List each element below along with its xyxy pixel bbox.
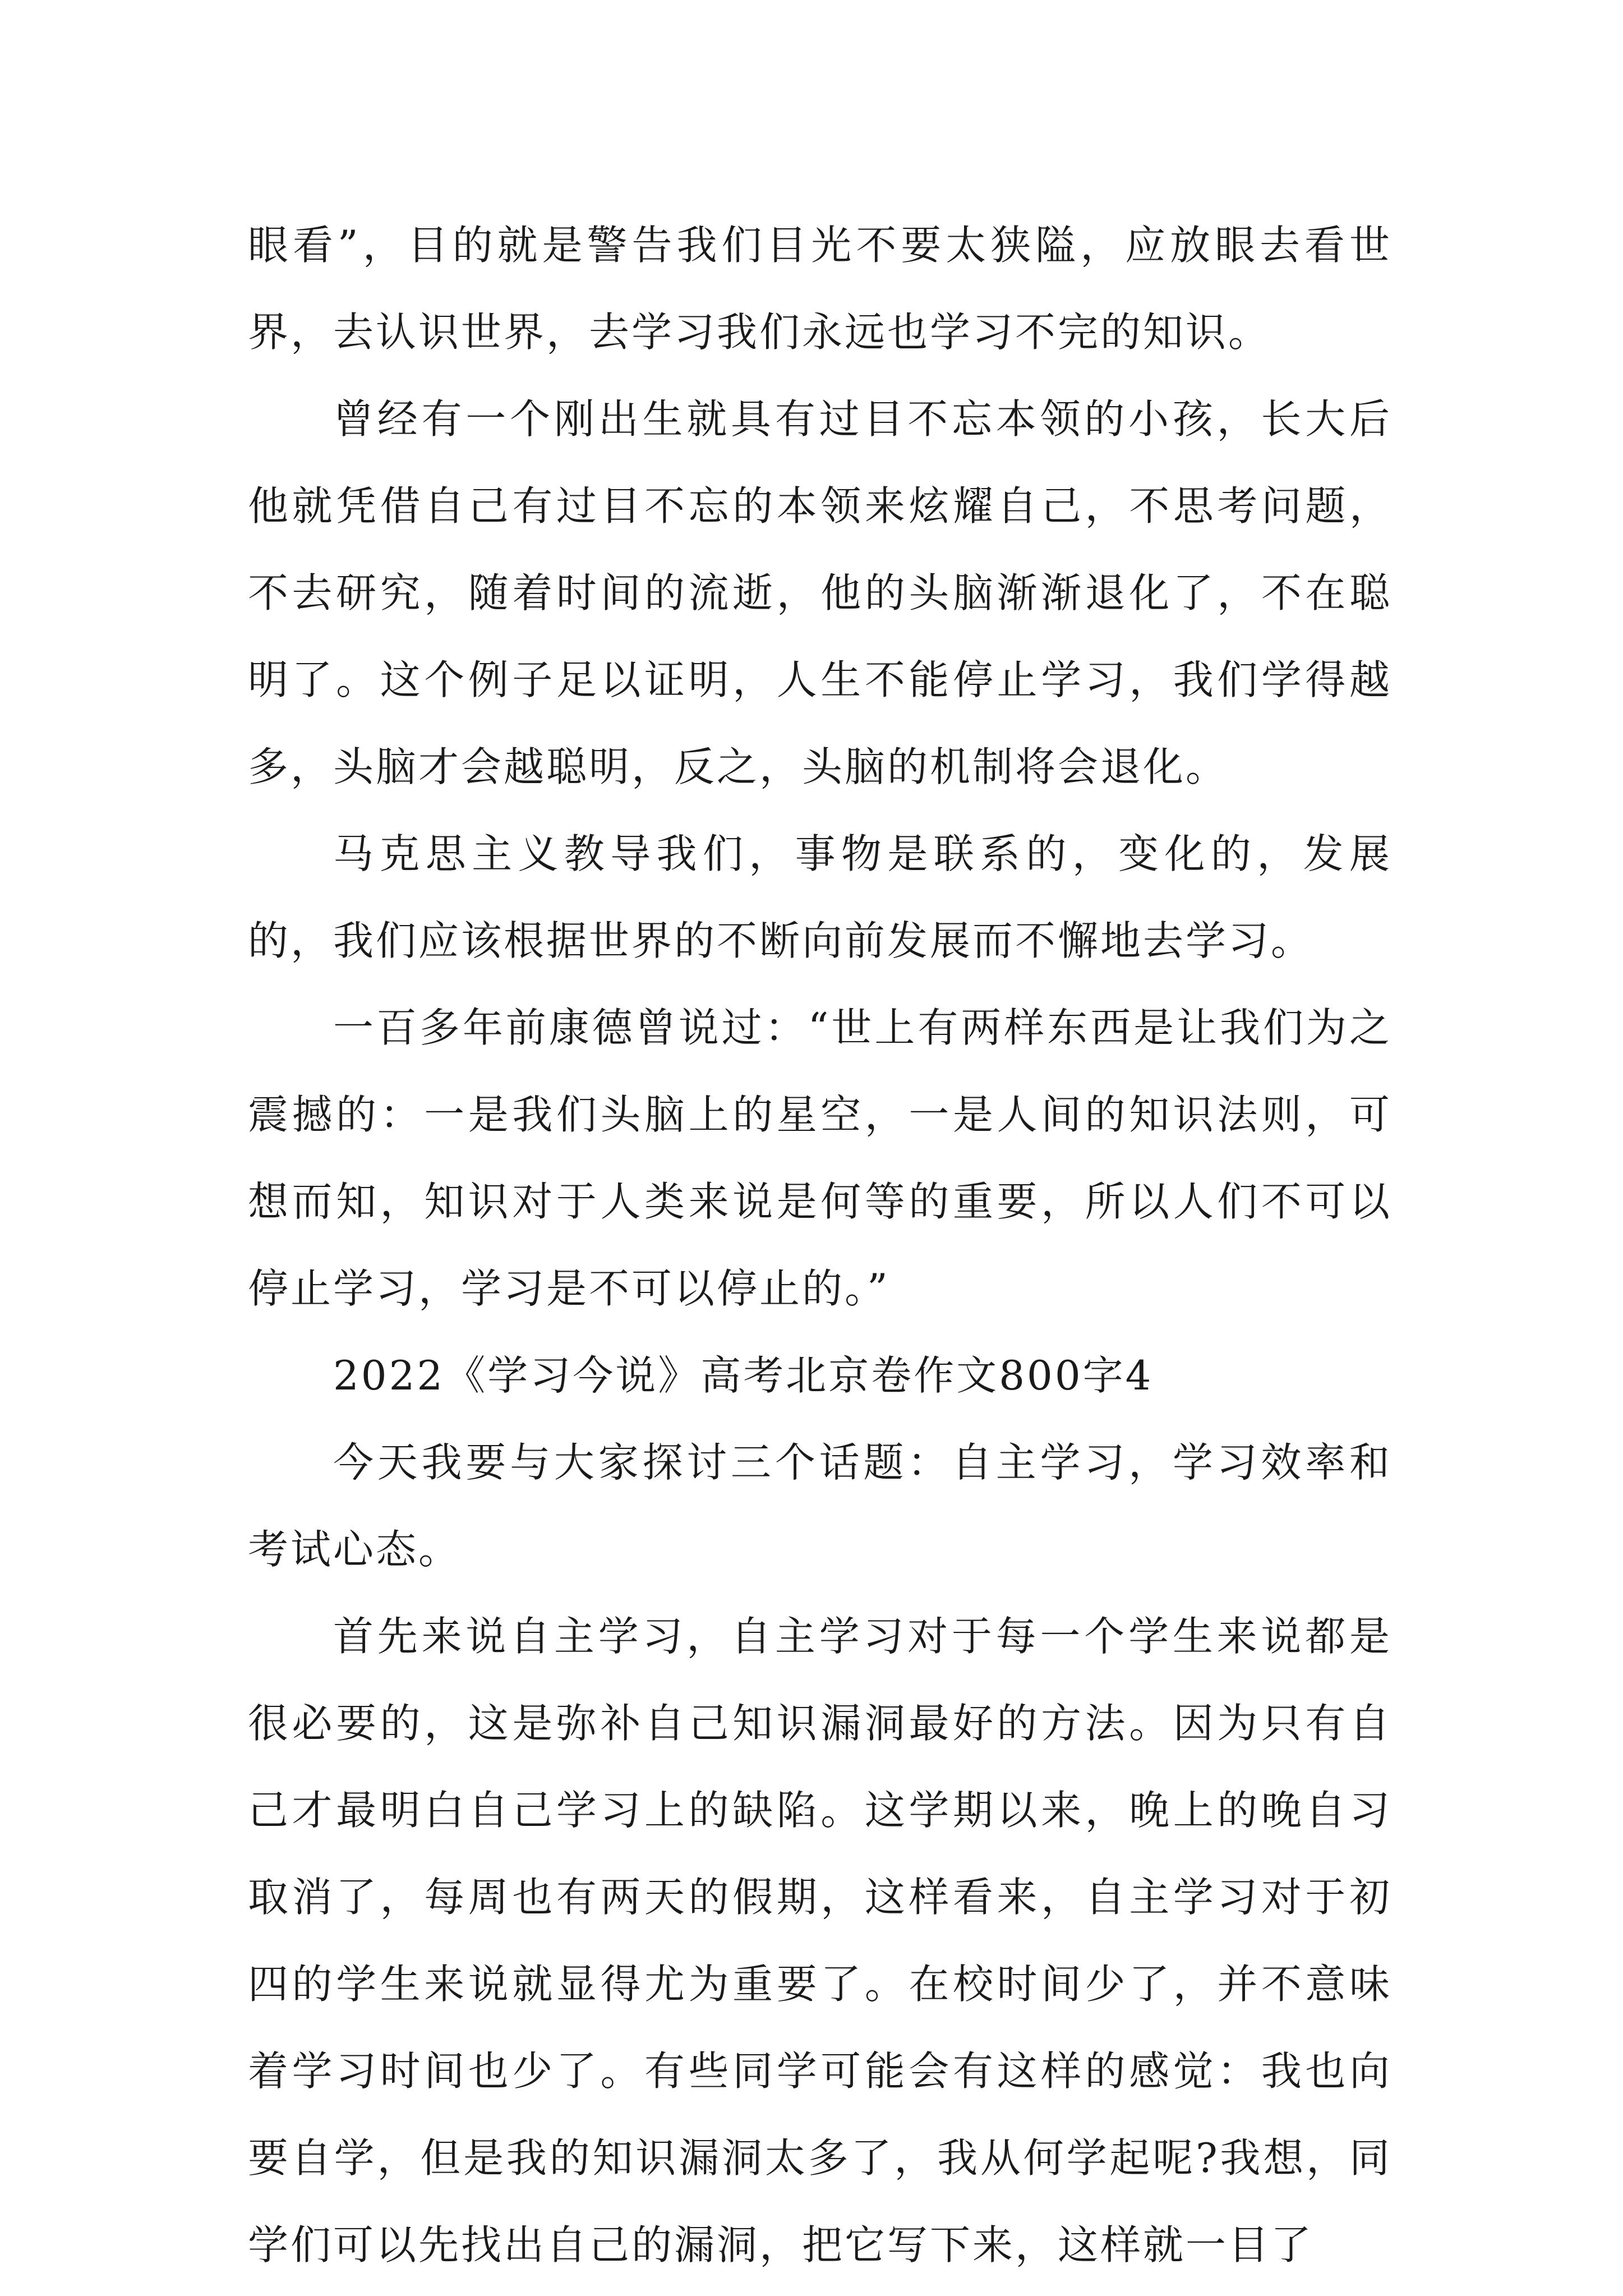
paragraph-2: 曾经有一个刚出生就具有过目不忘本领的小孩，长大后他就凭借自己有过目不忘的本领来炫耀自己，不思考问题，不去研究，随着时间的流逝，他的头脑渐渐退化了，不在聪明了。这个例子足以证明，人生不能停止学习，我们学得越多，头脑才会越聪明，反之，头脑的机制将会退化。 xyxy=(248,395,1392,790)
paragraph-4: 一百多年前康德曾说过：“世上有两样东西是让我们为之震撼的：一是我们头脑上的星空，一是人间的知识法则，可想而知，知识对于人类来说是何等的重要，所以人们不可以停止学习，学习是不可以停止的。” xyxy=(248,1004,1392,1312)
paragraph-5: 今天我要与大家探讨三个话题：自主学习，学习效率和考试心态。 xyxy=(248,1439,1392,1573)
paragraph-6: 首先来说自主学习，自主学习对于每一个学生来说都是很必要的，这是弥补自己知识漏洞最好的方法。因为只有自己才最明白自己学习上的缺陷。这学期以来，晚上的晚自习取消了，每周也有两天的假期，这样看来，自主学习对于初四的学生来说就显得尤为重要了。在校时间少了，并不意味着学习时间也少了。有些同学可能会有这样的感觉：我也向要自学，但是我的知识漏洞太多了，我从何学起呢?我想，同学们可以先找出自己的漏洞，把它写下来，这样就一目了 xyxy=(248,1613,1392,2269)
section-heading: 2022《学习今说》高考北京卷作文800字4 xyxy=(333,1352,1154,1399)
paragraph-3: 马克思主义教导我们，事物是联系的，变化的，发展的，我们应该根据世界的不断向前发展而不懈地去学习。 xyxy=(248,830,1392,964)
paragraph-1: 眼看”，目的就是警告我们目光不要太狭隘，应放眼去看世界，去认识世界，去学习我们永远也学习不完的知识。 xyxy=(248,222,1392,356)
document-body xyxy=(248,202,1392,2289)
